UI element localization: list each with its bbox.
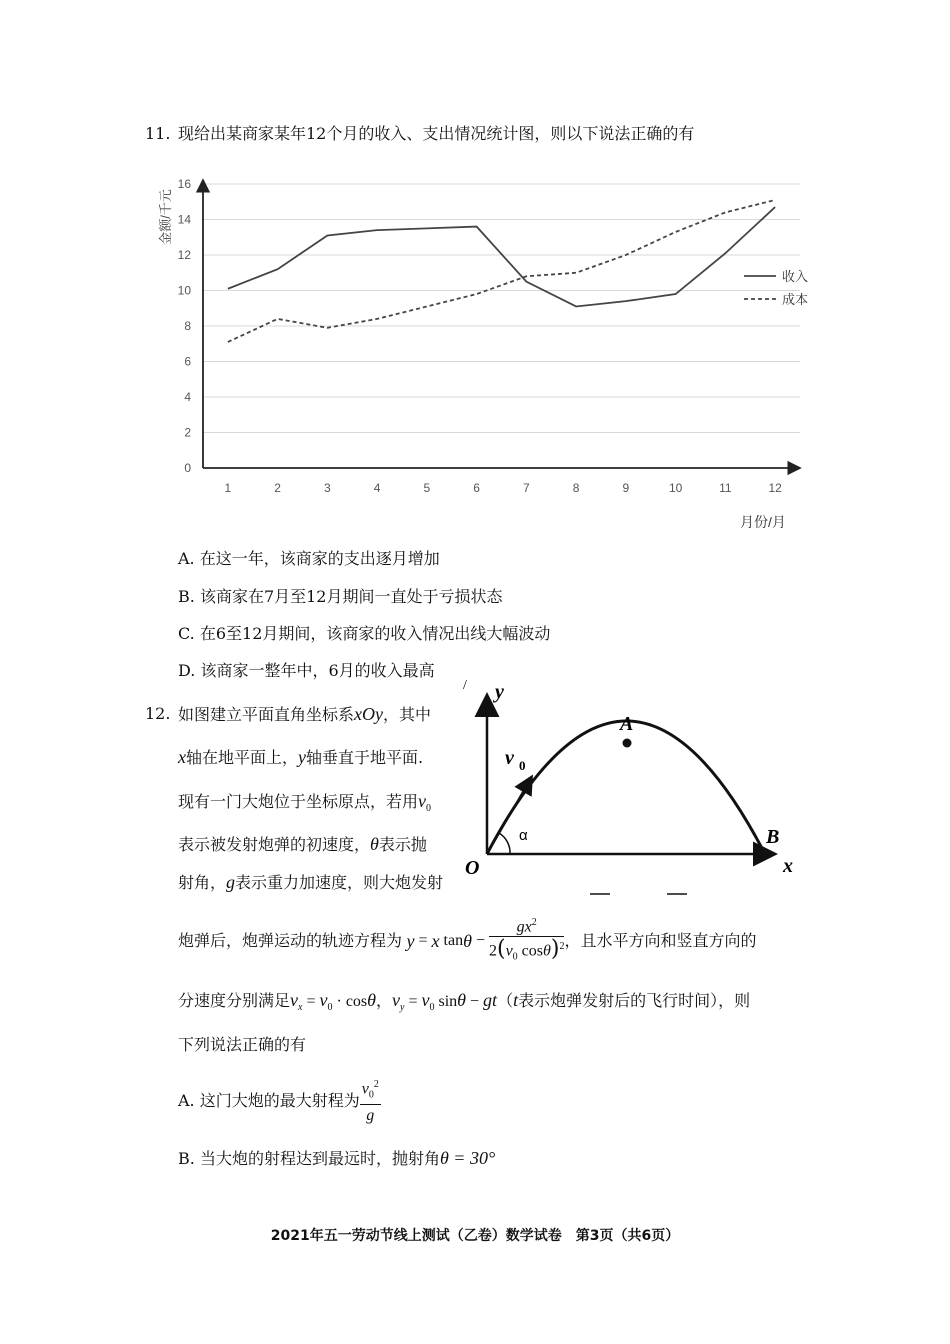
x-tick-label: 9 [622, 481, 630, 495]
q12-number: 12. [145, 704, 171, 723]
q12-line-1 [178, 704, 431, 725]
q12-option-b-key: B. [178, 1149, 195, 1168]
series-line-income [228, 207, 775, 306]
q12-option-a-text: 这门大炮的最大射程为 [199, 1091, 360, 1110]
q12-line-7: 分速度分别满足$v_x = v_0 \cdot \cos\theta$，$v_y = v_0$ sinθ − gt（t表示炮弹发射后的飞行时间），则 [178, 990, 751, 1014]
q12-line-3: 现有一门大炮位于坐标原点，若用$v_0$ [178, 791, 432, 815]
legend-label: 成本 [782, 293, 809, 308]
y-tick-label: 12 [177, 248, 191, 262]
y-tick-label: 6 [184, 354, 191, 369]
q12-text-6: 表示被发射炮弹的初速度， [178, 835, 371, 854]
q11-option-b-key: B. [178, 587, 195, 606]
q12-text-12: 分速度分别满足 [178, 991, 291, 1010]
legend-label: 收入 [782, 270, 809, 285]
q11-number: 11. [145, 124, 171, 143]
q12-option-a-key: A. [178, 1091, 195, 1110]
q12-text-10: 炮弹后，炮弹运动的轨迹方程为 [178, 931, 403, 950]
point-b [761, 850, 770, 859]
y-tick-label: 4 [184, 390, 191, 404]
q12-text-4: 轴垂直于地平面. [306, 748, 424, 767]
y-tick-label: 8 [184, 319, 191, 333]
q11-option-a-key: A. [178, 549, 195, 568]
q11-option-c [178, 624, 550, 644]
q11-option-a-text: 在这一年，该商家的支出逐月增加 [199, 549, 440, 568]
label-o: O [465, 857, 480, 879]
q11-option-c-text: 在6至12月期间，该商家的收入情况出线大幅波动 [199, 624, 551, 643]
trajectory-fraction: $\frac{gx^2}{2(v_0 \cos\theta)^2}$ [489, 914, 564, 968]
q11-option-d [178, 661, 435, 681]
q12-text-1: 如图建立平面直角坐标系 [178, 705, 355, 724]
q12-text-13: （ [497, 991, 514, 1010]
chart-svg [148, 150, 818, 535]
q12-option-b-value: θ = 30° [439, 1148, 496, 1168]
label-v: v [505, 747, 514, 769]
q11-option-b-text: 该商家在7月至12月期间一直处于亏损状态 [199, 587, 503, 606]
income-cost-chart [148, 150, 818, 535]
q12-text-11: ，且水平方向和竖直方向的 [564, 931, 757, 950]
q11-option-d-text: 该商家一整年中，6月的收入最高 [200, 661, 435, 680]
x-tick-label: 4 [373, 481, 381, 495]
label-a: A [620, 713, 634, 735]
label-y: y [495, 681, 504, 703]
x-tick-label: 11 [719, 481, 732, 495]
x-tick-label: 3 [324, 481, 331, 495]
label-b: B [766, 826, 780, 848]
q11-stem: 现给出某商家某年12个月的收入、支出情况统计图，则以下说法正确的有 [178, 124, 695, 143]
label-x: x [783, 855, 793, 877]
chart-x-axis-label: 月份/月 [740, 514, 786, 530]
x-tick-label: 5 [423, 481, 431, 495]
y-tick-label: 0 [184, 461, 191, 475]
x-tick-label: 6 [473, 481, 480, 495]
max-range-fraction: $\frac{v_0^2}{g}$ [360, 1076, 381, 1127]
page-footer: 2021年五一劳动节线上测试（乙卷）数学试卷 第3页（共6页） [270, 1228, 680, 1244]
q12-option-b-text: 当大炮的射程达到最远时，抛射角 [199, 1149, 440, 1168]
q12-line-6: 炮弹后，炮弹运动的轨迹方程为 y = x tan θ − $\frac{gx^2}{2(v_0 \cos\theta)^2}$ ，且水平方向和竖直方向的 [178, 915, 756, 967]
q12-text-2: ，其中 [383, 705, 432, 724]
label-v-sub: 0 [519, 758, 526, 773]
q11-option-c-key: C. [178, 624, 195, 643]
q12-text-5: 现有一门大炮位于坐标原点，若用 [178, 792, 419, 811]
y-tick-label: 16 [177, 177, 191, 191]
q12-text-14: 表示炮弹发射后的飞行时间），则 [518, 991, 751, 1010]
q12-line-4: 表示被发射炮弹的初速度，θ表示抛 [178, 834, 427, 854]
y-tick-label: 14 [177, 212, 191, 227]
q12-text-3: 轴在地平面上， [186, 748, 299, 767]
x-tick-label: 7 [523, 481, 530, 495]
projectile-diagram [455, 675, 815, 895]
q12-option-a [178, 1078, 381, 1124]
q12-option-b [178, 1148, 495, 1169]
q12-text-8: 射角， [178, 873, 227, 892]
y-tick-label: 10 [177, 283, 191, 298]
x-tick-label: 12 [768, 481, 782, 495]
q11-option-b [178, 587, 502, 607]
coord-system-xoy: xOy [354, 704, 383, 724]
chart-y-axis-label: 金额/千元 [158, 189, 173, 245]
q12-text-7: 表示抛 [378, 835, 427, 854]
angle-arc [499, 833, 510, 854]
x-tick-label: 8 [572, 481, 580, 495]
x-tick-label: 1 [224, 481, 232, 495]
x-tick-label: 2 [274, 481, 281, 495]
q12-text-9: 表示重力加速度，则大炮发射 [235, 873, 444, 892]
q12-line-2: x轴在地平面上，y轴垂直于地平面. [178, 747, 424, 767]
diagram-slash: / [463, 678, 467, 693]
x-tick-label: 10 [668, 481, 683, 495]
q12-line-5: 射角，g表示重力加速度，则大炮发射 [178, 872, 444, 892]
point-a [623, 739, 632, 748]
series-line-cost [228, 200, 775, 342]
label-alpha: α [519, 827, 528, 844]
q11-option-a [178, 549, 440, 569]
q12-line-8: 下列说法正确的有 [178, 1035, 307, 1054]
q11-option-d-key: D. [178, 661, 196, 680]
y-tick-label: 2 [184, 425, 191, 440]
